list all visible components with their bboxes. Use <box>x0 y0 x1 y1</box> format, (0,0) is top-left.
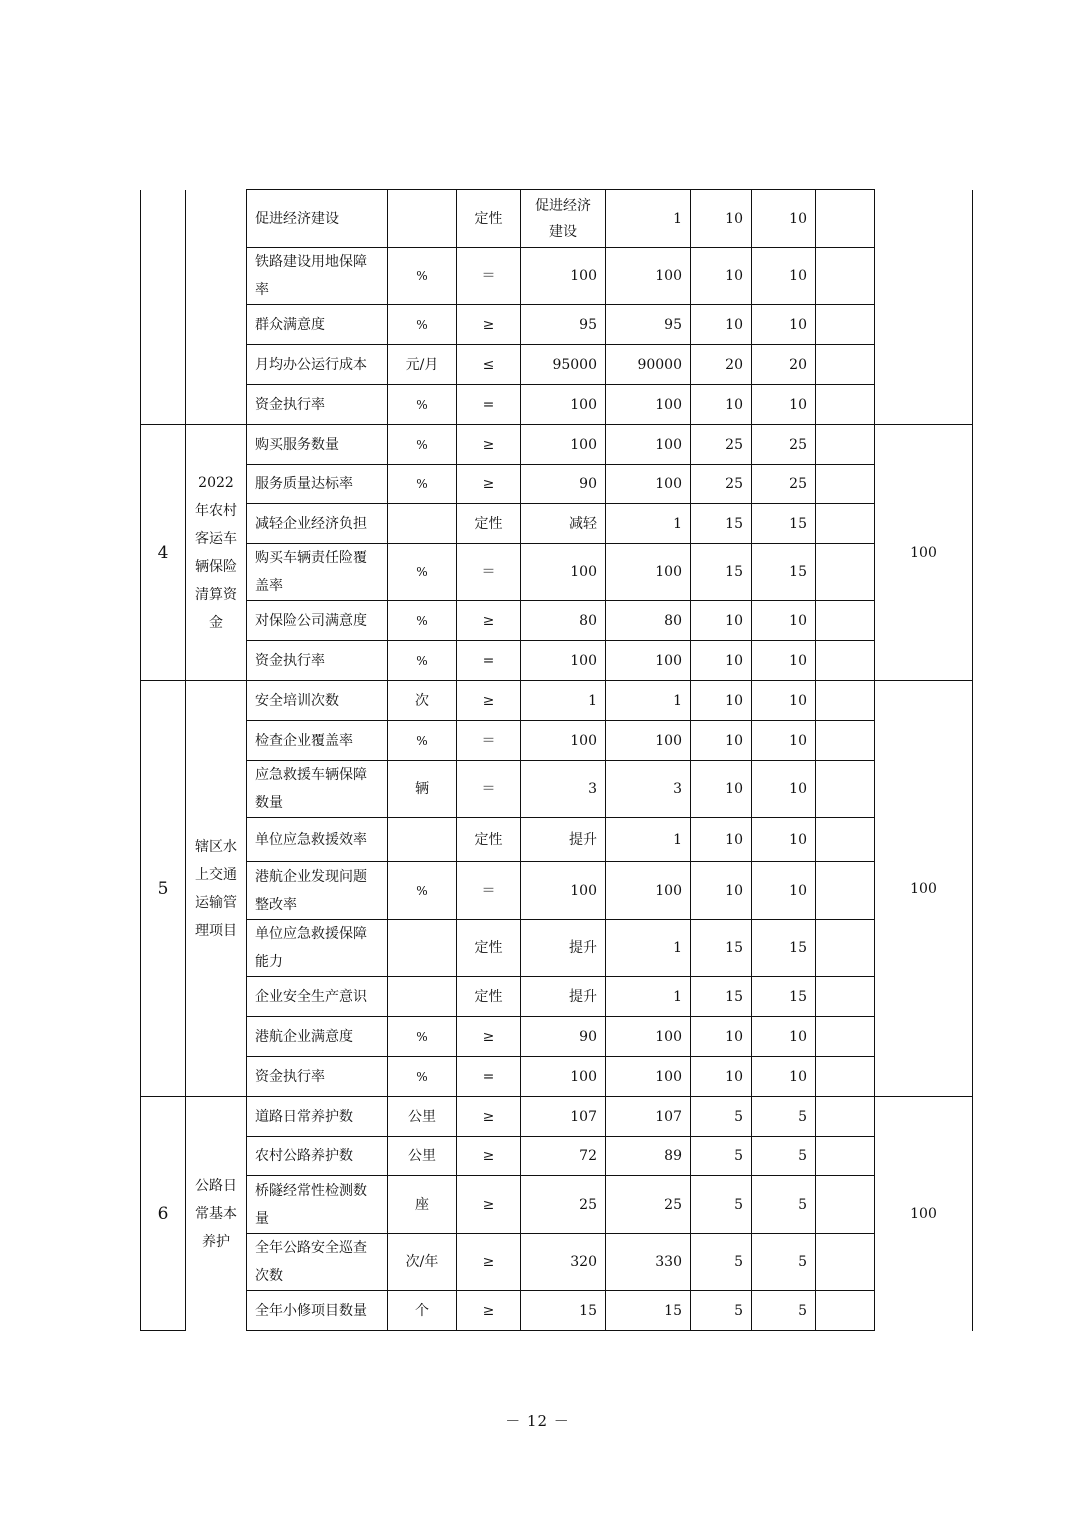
unit-cell: % <box>388 1057 457 1097</box>
remark-cell <box>816 721 875 761</box>
table-row <box>141 248 973 305</box>
score-cell: 5 <box>752 1137 816 1176</box>
weight-cell: 15 <box>691 504 752 544</box>
remark-cell <box>816 345 875 385</box>
unit-cell: % <box>388 1017 457 1057</box>
score-cell: 5 <box>752 1291 816 1331</box>
table-row <box>141 977 973 1017</box>
table-row <box>141 1291 973 1331</box>
operator-cell: 定性 <box>457 504 521 544</box>
target-value-cell: 100 <box>521 248 606 305</box>
actual-value-cell: 100 <box>606 385 691 425</box>
score-cell: 10 <box>752 1057 816 1097</box>
operator-cell: ≥ <box>457 1291 521 1331</box>
remark-cell <box>816 190 875 248</box>
weight-cell: 10 <box>691 190 752 248</box>
remark-cell <box>816 818 875 862</box>
remark-cell <box>816 977 875 1017</box>
operator-cell: ≥ <box>457 1137 521 1176</box>
indicator-name-cell: 资金执行率 <box>247 385 388 425</box>
indicator-name-cell: 月均办公运行成本 <box>247 345 388 385</box>
operator-cell: ＝ <box>457 862 521 920</box>
total-score-cell: 100 <box>875 1097 973 1331</box>
actual-value-cell: 330 <box>606 1234 691 1291</box>
score-cell: 10 <box>752 721 816 761</box>
remark-cell <box>816 1137 875 1176</box>
target-value-cell: 80 <box>521 601 606 641</box>
score-cell: 5 <box>752 1234 816 1291</box>
unit-cell: 元/月 <box>388 345 457 385</box>
weight-cell: 10 <box>691 862 752 920</box>
unit-cell: % <box>388 862 457 920</box>
group-number-cell: 5 <box>141 681 186 1097</box>
unit-cell <box>388 920 457 977</box>
unit-cell: % <box>388 641 457 681</box>
target-value-cell: 100 <box>521 544 606 601</box>
table-row <box>141 1097 973 1137</box>
target-value-cell: 90 <box>521 465 606 504</box>
operator-cell: ≥ <box>457 1234 521 1291</box>
table-row <box>141 1057 973 1097</box>
remark-cell <box>816 1291 875 1331</box>
table-row <box>141 544 973 601</box>
score-cell: 5 <box>752 1097 816 1137</box>
table-row <box>141 818 973 862</box>
table-row <box>141 385 973 425</box>
score-cell: 25 <box>752 425 816 465</box>
table-row <box>141 721 973 761</box>
weight-cell: 10 <box>691 761 752 818</box>
weight-cell: 5 <box>691 1097 752 1137</box>
weight-cell: 15 <box>691 544 752 601</box>
actual-value-cell: 1 <box>606 681 691 721</box>
operator-cell: 定性 <box>457 190 521 248</box>
performance-indicator-table <box>140 189 973 1331</box>
remark-cell <box>816 425 875 465</box>
table-row <box>141 465 973 504</box>
target-value-cell: 90 <box>521 1017 606 1057</box>
target-value-cell: 100 <box>521 425 606 465</box>
actual-value-cell: 1 <box>606 920 691 977</box>
table-row <box>141 425 973 465</box>
indicator-name-cell: 桥隧经常性检测数量 <box>247 1176 388 1234</box>
indicator-name-cell: 检查企业覆盖率 <box>247 721 388 761</box>
unit-cell: % <box>388 425 457 465</box>
remark-cell <box>816 681 875 721</box>
operator-cell: ≥ <box>457 681 521 721</box>
table-row <box>141 190 973 248</box>
unit-cell <box>388 818 457 862</box>
actual-value-cell: 1 <box>606 190 691 248</box>
indicator-name-cell: 全年小修项目数量 <box>247 1291 388 1331</box>
remark-cell <box>816 544 875 601</box>
weight-cell: 20 <box>691 345 752 385</box>
remark-cell <box>816 1057 875 1097</box>
weight-cell: 10 <box>691 681 752 721</box>
group-number-cell: 6 <box>141 1097 186 1331</box>
remark-cell <box>816 385 875 425</box>
score-cell: 10 <box>752 248 816 305</box>
operator-cell: ≥ <box>457 1176 521 1234</box>
actual-value-cell: 15 <box>606 1291 691 1331</box>
indicator-name-cell: 资金执行率 <box>247 1057 388 1097</box>
unit-cell: % <box>388 305 457 345</box>
weight-cell: 10 <box>691 1057 752 1097</box>
unit-cell: 个 <box>388 1291 457 1331</box>
weight-cell: 5 <box>691 1176 752 1234</box>
score-cell: 10 <box>752 601 816 641</box>
score-cell: 10 <box>752 862 816 920</box>
total-score-cell: 100 <box>875 681 973 1097</box>
unit-cell: 公里 <box>388 1137 457 1176</box>
actual-value-cell: 80 <box>606 601 691 641</box>
table-row <box>141 504 973 544</box>
target-value-cell: 72 <box>521 1137 606 1176</box>
score-cell: 10 <box>752 190 816 248</box>
actual-value-cell: 1 <box>606 504 691 544</box>
table-row <box>141 761 973 818</box>
target-value-cell: 95 <box>521 305 606 345</box>
score-cell: 10 <box>752 681 816 721</box>
unit-cell: % <box>388 544 457 601</box>
weight-cell: 10 <box>691 1017 752 1057</box>
unit-cell: 次 <box>388 681 457 721</box>
operator-cell: ≥ <box>457 601 521 641</box>
project-name-cell <box>186 190 247 425</box>
actual-value-cell: 89 <box>606 1137 691 1176</box>
operator-cell: ≥ <box>457 425 521 465</box>
table-row <box>141 1137 973 1176</box>
table-row <box>141 920 973 977</box>
unit-cell: % <box>388 601 457 641</box>
unit-cell <box>388 977 457 1017</box>
indicator-name-cell: 道路日常养护数 <box>247 1097 388 1137</box>
score-cell: 15 <box>752 544 816 601</box>
weight-cell: 5 <box>691 1234 752 1291</box>
weight-cell: 15 <box>691 977 752 1017</box>
unit-cell: 公里 <box>388 1097 457 1137</box>
operator-cell: 定性 <box>457 818 521 862</box>
indicator-name-cell: 企业安全生产意识 <box>247 977 388 1017</box>
remark-cell <box>816 504 875 544</box>
indicator-name-cell: 群众满意度 <box>247 305 388 345</box>
project-name-cell: 公路日常基本养护 <box>186 1097 247 1331</box>
indicator-name-cell: 对保险公司满意度 <box>247 601 388 641</box>
actual-value-cell: 3 <box>606 761 691 818</box>
score-cell: 10 <box>752 641 816 681</box>
remark-cell <box>816 248 875 305</box>
weight-cell: 10 <box>691 818 752 862</box>
remark-cell <box>816 1017 875 1057</box>
target-value-cell: 107 <box>521 1097 606 1137</box>
actual-value-cell: 100 <box>606 465 691 504</box>
actual-value-cell: 107 <box>606 1097 691 1137</box>
score-cell: 10 <box>752 385 816 425</box>
target-value-cell: 促进经济建设 <box>521 190 606 248</box>
weight-cell: 10 <box>691 385 752 425</box>
operator-cell: ≥ <box>457 1017 521 1057</box>
operator-cell: ＝ <box>457 721 521 761</box>
actual-value-cell: 100 <box>606 1017 691 1057</box>
weight-cell: 10 <box>691 641 752 681</box>
indicator-name-cell: 减轻企业经济负担 <box>247 504 388 544</box>
unit-cell: 次/年 <box>388 1234 457 1291</box>
score-cell: 10 <box>752 1017 816 1057</box>
table-row <box>141 345 973 385</box>
indicator-name-cell: 购买车辆责任险覆盖率 <box>247 544 388 601</box>
weight-cell: 10 <box>691 721 752 761</box>
target-value-cell: 320 <box>521 1234 606 1291</box>
actual-value-cell: 100 <box>606 641 691 681</box>
unit-cell <box>388 504 457 544</box>
remark-cell <box>816 601 875 641</box>
target-value-cell: 提升 <box>521 977 606 1017</box>
table-row <box>141 1234 973 1291</box>
indicator-name-cell: 农村公路养护数 <box>247 1137 388 1176</box>
group-number-cell <box>141 190 186 425</box>
remark-cell <box>816 920 875 977</box>
indicator-name-cell: 铁路建设用地保障率 <box>247 248 388 305</box>
table-row <box>141 1176 973 1234</box>
target-value-cell: 1 <box>521 681 606 721</box>
unit-cell: % <box>388 248 457 305</box>
score-cell: 5 <box>752 1176 816 1234</box>
weight-cell: 5 <box>691 1291 752 1331</box>
actual-value-cell: 100 <box>606 425 691 465</box>
operator-cell: ≥ <box>457 305 521 345</box>
total-score-cell <box>875 190 973 425</box>
actual-value-cell: 100 <box>606 248 691 305</box>
page-number: － 12 － <box>505 1412 570 1430</box>
remark-cell <box>816 641 875 681</box>
score-cell: 15 <box>752 920 816 977</box>
total-score-cell: 100 <box>875 425 973 681</box>
project-name-cell: 辖区水上交通运输管理项目 <box>186 681 247 1097</box>
table-row <box>141 305 973 345</box>
weight-cell: 15 <box>691 920 752 977</box>
target-value-cell: 100 <box>521 1057 606 1097</box>
remark-cell <box>816 305 875 345</box>
operator-cell: = <box>457 385 521 425</box>
score-cell: 25 <box>752 465 816 504</box>
table-row <box>141 862 973 920</box>
unit-cell: 辆 <box>388 761 457 818</box>
unit-cell: % <box>388 385 457 425</box>
actual-value-cell: 1 <box>606 977 691 1017</box>
operator-cell: = <box>457 641 521 681</box>
remark-cell <box>816 761 875 818</box>
table-row <box>141 601 973 641</box>
operator-cell: ≤ <box>457 345 521 385</box>
weight-cell: 10 <box>691 305 752 345</box>
weight-cell: 25 <box>691 425 752 465</box>
actual-value-cell: 90000 <box>606 345 691 385</box>
actual-value-cell: 25 <box>606 1176 691 1234</box>
score-cell: 20 <box>752 345 816 385</box>
actual-value-cell: 100 <box>606 544 691 601</box>
operator-cell: ＝ <box>457 544 521 601</box>
operator-cell: 定性 <box>457 920 521 977</box>
table-row <box>141 641 973 681</box>
unit-cell: % <box>388 721 457 761</box>
actual-value-cell: 95 <box>606 305 691 345</box>
operator-cell: ＝ <box>457 761 521 818</box>
target-value-cell: 25 <box>521 1176 606 1234</box>
target-value-cell: 100 <box>521 385 606 425</box>
score-cell: 10 <box>752 761 816 818</box>
indicator-name-cell: 安全培训次数 <box>247 681 388 721</box>
indicator-name-cell: 单位应急救援保障能力 <box>247 920 388 977</box>
actual-value-cell: 100 <box>606 1057 691 1097</box>
score-cell: 15 <box>752 977 816 1017</box>
table-row <box>141 1017 973 1057</box>
target-value-cell: 100 <box>521 721 606 761</box>
indicator-name-cell: 全年公路安全巡查次数 <box>247 1234 388 1291</box>
target-value-cell: 15 <box>521 1291 606 1331</box>
target-value-cell: 100 <box>521 862 606 920</box>
indicator-name-cell: 港航企业满意度 <box>247 1017 388 1057</box>
unit-cell <box>388 190 457 248</box>
indicator-name-cell: 港航企业发现问题整改率 <box>247 862 388 920</box>
indicator-name-cell: 购买服务数量 <box>247 425 388 465</box>
operator-cell: 定性 <box>457 977 521 1017</box>
target-value-cell: 100 <box>521 641 606 681</box>
remark-cell <box>816 1234 875 1291</box>
score-cell: 10 <box>752 818 816 862</box>
actual-value-cell: 1 <box>606 818 691 862</box>
table-row <box>141 681 973 721</box>
indicator-name-cell: 单位应急救援效率 <box>247 818 388 862</box>
target-value-cell: 95000 <box>521 345 606 385</box>
target-value-cell: 提升 <box>521 818 606 862</box>
operator-cell: ≥ <box>457 1097 521 1137</box>
remark-cell <box>816 1097 875 1137</box>
target-value-cell: 提升 <box>521 920 606 977</box>
score-cell: 15 <box>752 504 816 544</box>
remark-cell <box>816 465 875 504</box>
operator-cell: ≥ <box>457 465 521 504</box>
actual-value-cell: 100 <box>606 721 691 761</box>
indicator-name-cell: 资金执行率 <box>247 641 388 681</box>
score-cell: 10 <box>752 305 816 345</box>
remark-cell <box>816 1176 875 1234</box>
unit-cell: % <box>388 465 457 504</box>
weight-cell: 10 <box>691 248 752 305</box>
operator-cell: = <box>457 1057 521 1097</box>
target-value-cell: 3 <box>521 761 606 818</box>
remark-cell <box>816 862 875 920</box>
actual-value-cell: 100 <box>606 862 691 920</box>
operator-cell: ＝ <box>457 248 521 305</box>
indicator-name-cell: 服务质量达标率 <box>247 465 388 504</box>
target-value-cell: 减轻 <box>521 504 606 544</box>
indicator-name-cell: 应急救援车辆保障数量 <box>247 761 388 818</box>
weight-cell: 5 <box>691 1137 752 1176</box>
unit-cell: 座 <box>388 1176 457 1234</box>
project-name-cell: 2022年农村客运车辆保险清算资金 <box>186 425 247 681</box>
group-number-cell: 4 <box>141 425 186 681</box>
indicator-name-cell: 促进经济建设 <box>247 190 388 248</box>
weight-cell: 25 <box>691 465 752 504</box>
weight-cell: 10 <box>691 601 752 641</box>
